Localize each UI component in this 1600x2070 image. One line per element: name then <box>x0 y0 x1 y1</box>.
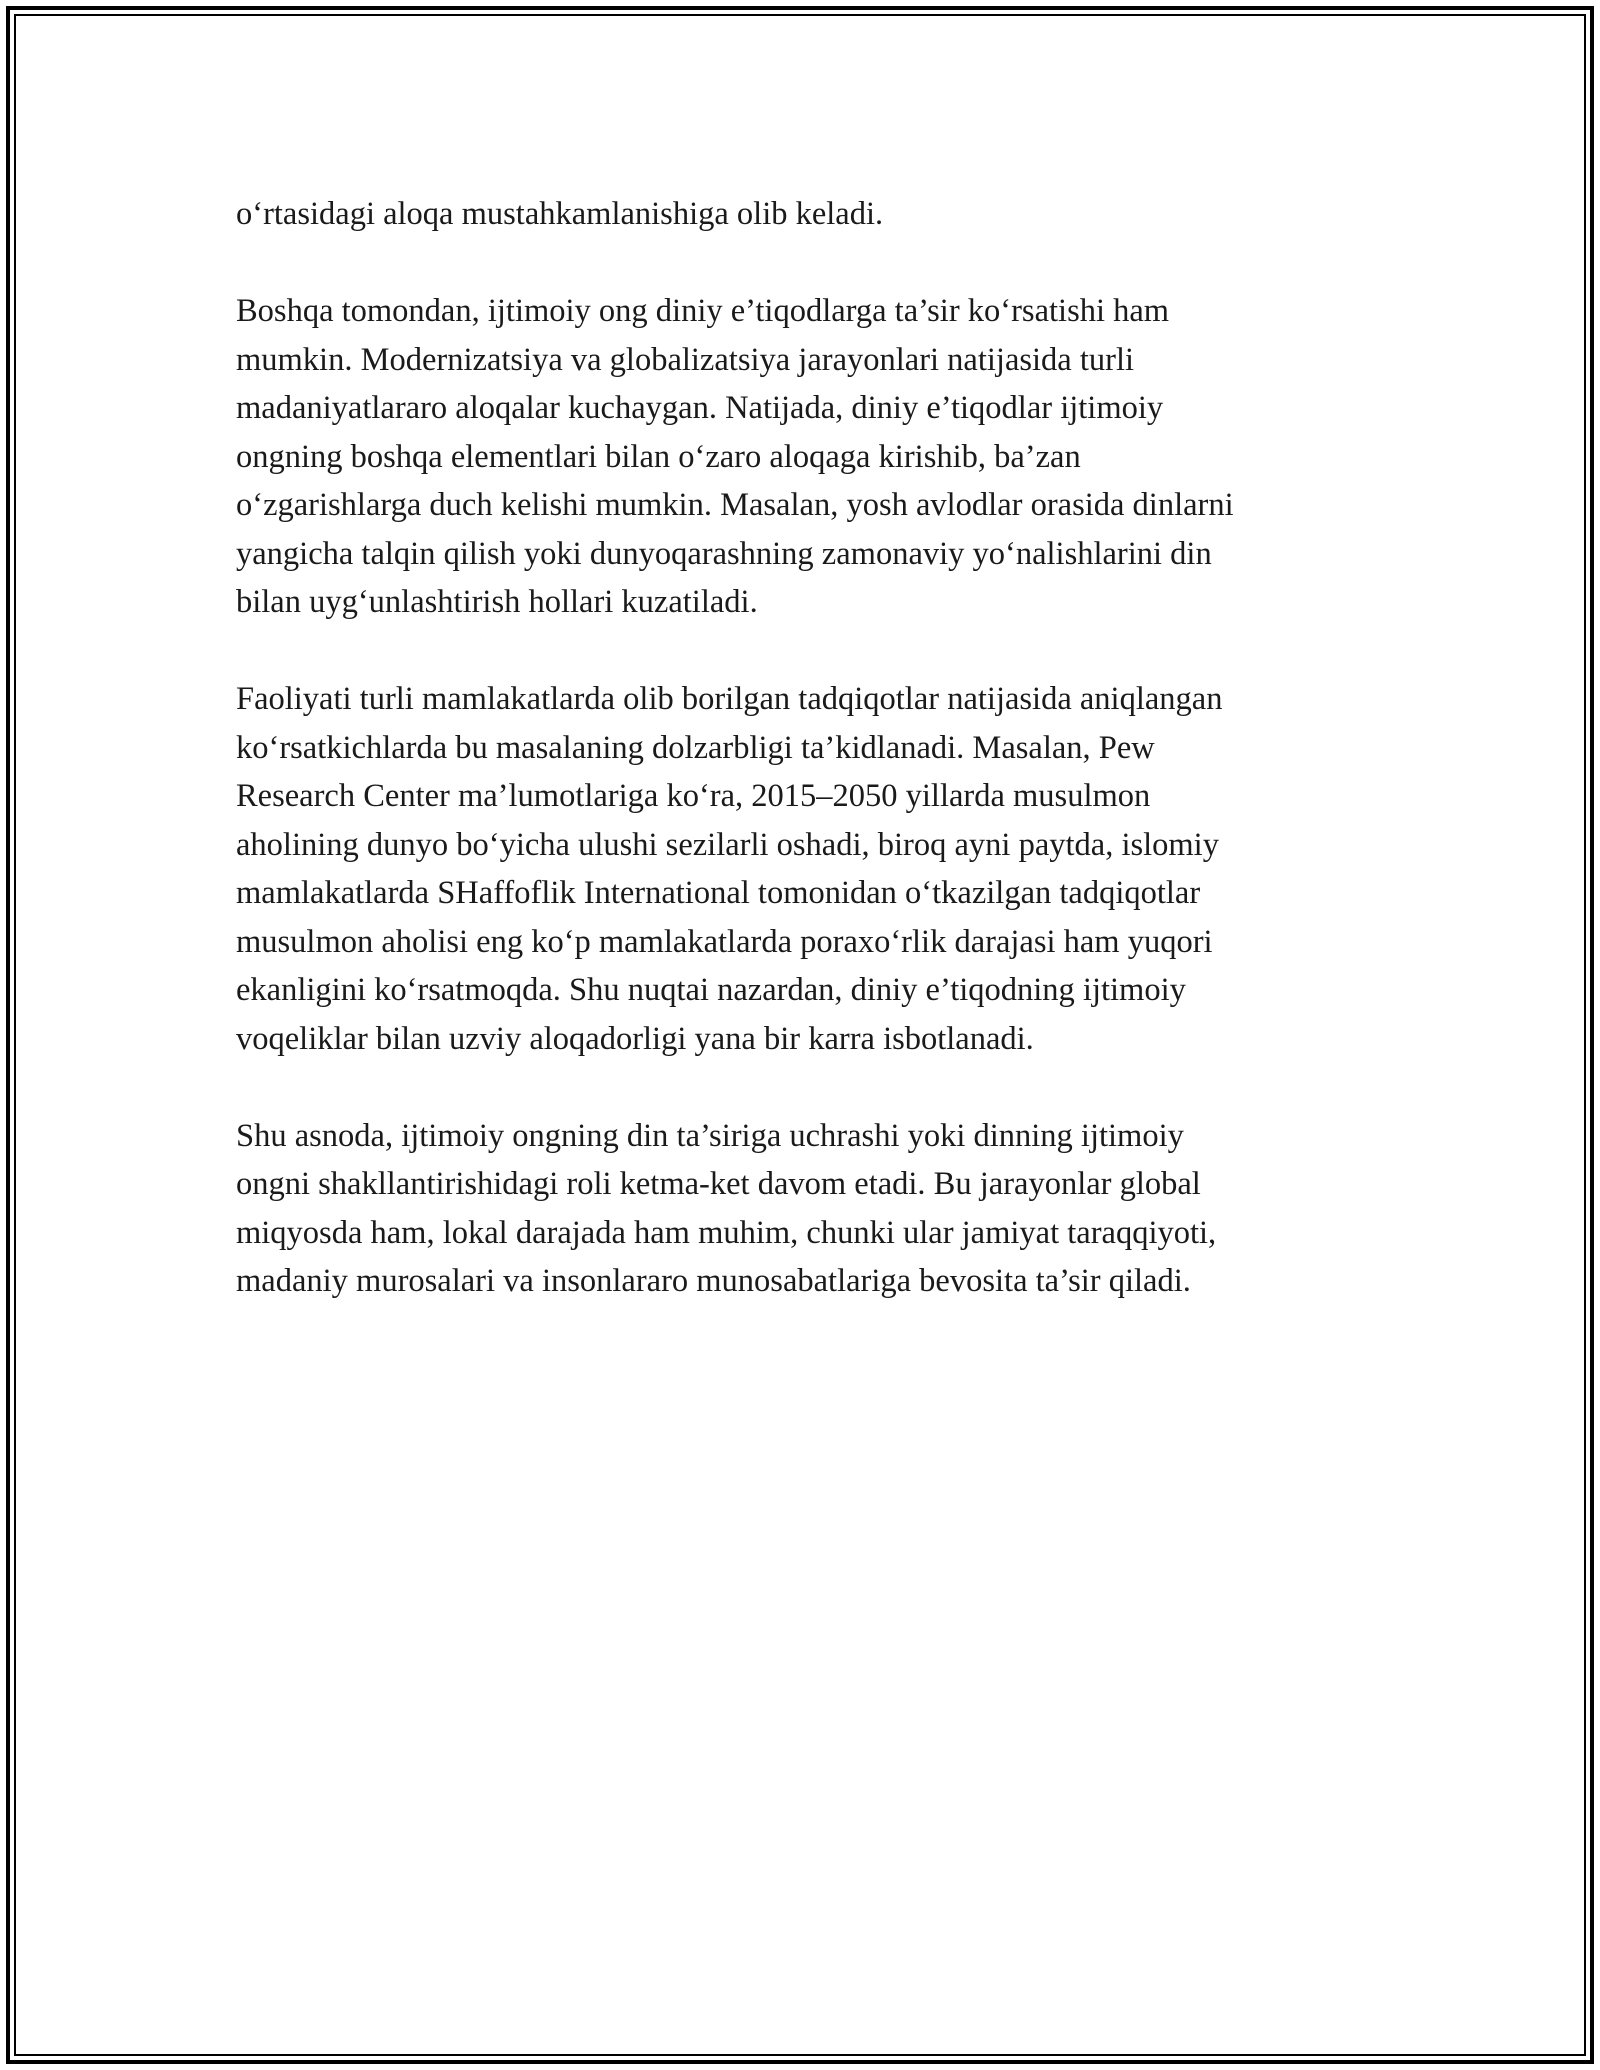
text-line: madaniy murosalari va insonlararo munosabatlariga bevosita ta’sir qiladi. <box>236 1263 1191 1299</box>
text-line: ko‘rsatkichlarda bu masalaning dolzarbligi ta’kidlanadi. Masalan, Pew <box>236 729 1155 766</box>
text-line: bilan uyg‘unlashtirish hollari kuzatiladi. <box>236 584 758 620</box>
text-line: voqeliklar bilan uzviy aloqadorligi yana bir karra isbotlanadi. <box>236 1020 1034 1057</box>
paragraph-1 <box>236 190 1416 239</box>
text-line: madaniyatlararo aloqalar kuchaygan. Natijada, diniy e’tiqodlar ijtimoiy <box>236 390 1164 426</box>
document-body <box>236 190 1416 1354</box>
text-line: Boshqa tomondan, ijtimoiy ong diniy e’tiqodlarga ta’sir ko‘rsatishi ham <box>236 293 1170 329</box>
text-line: o‘zgarishlarga duch kelishi mumkin. Masalan, yosh avlodlar orasida dinlarni <box>236 487 1234 523</box>
paragraph-3 <box>236 675 1416 1063</box>
text-line: Shu asnoda, ijtimoiy ongning din ta’siriga uchrashi yoki dinning ijtimoiy <box>236 1117 1184 1154</box>
text-line: ongning boshqa elementlari bilan o‘zaro aloqaga kirishib, ba’zan <box>236 438 1081 475</box>
paragraph-2 <box>236 287 1416 627</box>
text-line: yangicha talqin qilish yoki dunyoqarashning zamonaviy yo‘nalishlarini din <box>236 535 1212 572</box>
text-line: Research Center ma’lumotlariga ko‘ra, 2015–2050 yillarda musulmon <box>236 778 1151 814</box>
text-line: aholining dunyo bo‘yicha ulushi sezilarli oshadi, biroq ayni paytda, islomiy <box>236 826 1219 863</box>
text-line: mamlakatlarda SHaffoflik International tomonidan o‘tkazilgan tadqiqotlar <box>236 875 1201 911</box>
text-line: o‘rtasidagi aloqa mustahkamlanishiga olib keladi. <box>236 196 884 232</box>
text-line: Faoliyati turli mamlakatlarda olib borilgan tadqiqotlar natijasida aniqlangan <box>236 681 1223 717</box>
text-line: ongni shakllantirishidagi roli ketma-ket davom etadi. Bu jarayonlar global <box>236 1166 1201 1202</box>
text-line: ekanligini ko‘rsatmoqda. Shu nuqtai nazardan, diniy e’tiqodning ijtimoiy <box>236 972 1186 1008</box>
paragraph-4 <box>236 1112 1416 1306</box>
text-line: musulmon aholisi eng ko‘p mamlakatlarda poraxo‘rlik darajasi ham yuqori <box>236 923 1213 960</box>
text-line: miqyosda ham, lokal darajada ham muhim, chunki ular jamiyat taraqqiyoti, <box>236 1214 1217 1251</box>
text-line: mumkin. Modernizatsiya va globalizatsiya jarayonlari natijasida turli <box>236 341 1135 378</box>
